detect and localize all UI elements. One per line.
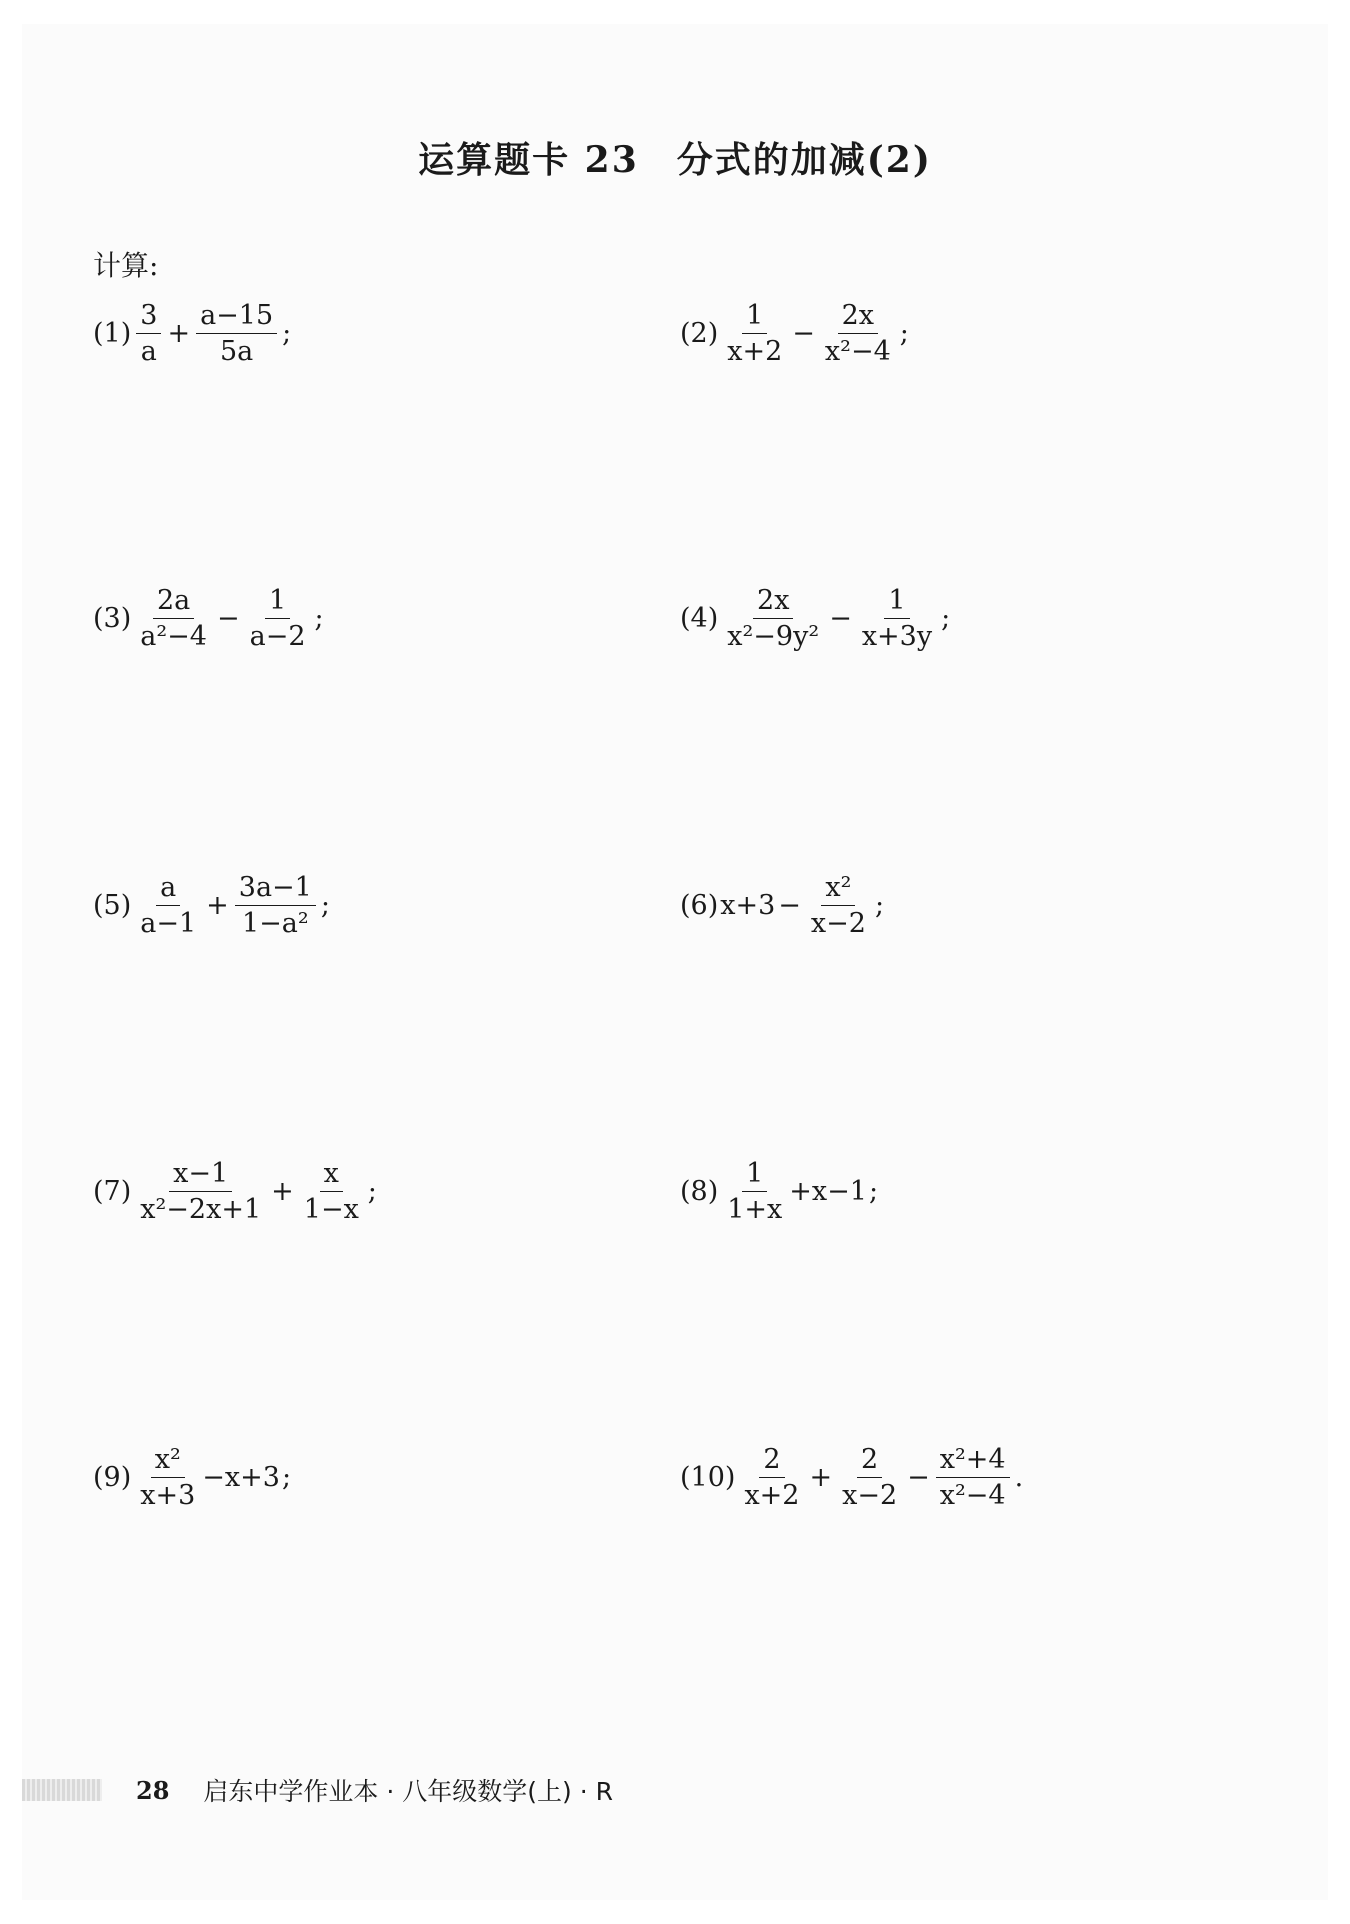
fraction: $\frac{2}{x-2}$	[842, 1444, 898, 1512]
expression-term: −x+3	[202, 1462, 280, 1494]
page-footer	[22, 1772, 613, 1808]
fraction: $\frac{2x}{\text{x²−9y²}}$	[727, 585, 820, 653]
operator: +	[167, 318, 191, 350]
fraction: $\frac{x}{1-x}$	[303, 1158, 359, 1226]
punctuation: ;	[899, 318, 909, 350]
problem-4	[680, 585, 950, 652]
fraction: $\frac{1}{x+3y}$	[861, 585, 933, 653]
fraction: $\frac{\text{x²}}{x-2}$	[810, 872, 866, 940]
problem-label: (4)	[680, 603, 719, 635]
operator: +	[809, 1462, 833, 1494]
book-title: 启东中学作业本 · 八年级数学(上) · R	[203, 1777, 613, 1806]
problem-7	[93, 1158, 377, 1225]
problem-1	[93, 300, 291, 367]
operator: +	[271, 1176, 294, 1208]
fraction: $\frac{2}{x+2}$	[744, 1444, 800, 1512]
punctuation: ;	[367, 1176, 377, 1208]
fraction: $\frac{1}{a-2}$	[249, 585, 306, 653]
page-number: 28	[136, 1775, 170, 1805]
problem-2	[680, 300, 909, 367]
instruction-text: 计算:	[93, 249, 159, 282]
fraction: $\frac{3a-1}{\text{1−a²}}$	[235, 872, 316, 939]
punctuation: ;	[874, 890, 885, 922]
operator: −	[907, 1462, 930, 1494]
problem-label: (5)	[93, 890, 132, 922]
fraction: $\frac{x-1}{\text{x²−2x+1}}$	[140, 1158, 262, 1226]
fraction: $\frac{\text{x²+4}}{\text{x²−4}}$	[936, 1444, 1010, 1511]
fraction: $\frac{1}{1+x}$	[727, 1158, 783, 1226]
problem-label: (6)	[680, 890, 719, 922]
fraction: $\frac{2x}{\text{x²−4}}$	[824, 300, 891, 368]
worksheet-title: 运算题卡 23 分式的加减(2)	[418, 139, 932, 181]
fraction: $\frac{3}{a}$	[136, 300, 161, 367]
fraction: $\frac{a}{a-1}$	[140, 872, 197, 940]
problem-label: (2)	[680, 318, 719, 350]
operator: −	[216, 603, 240, 635]
operator: −	[778, 890, 801, 922]
operator: −	[829, 603, 852, 635]
punctuation: ;	[282, 318, 292, 350]
problem-8	[680, 1158, 878, 1225]
punctuation: .	[1014, 1462, 1024, 1494]
expression-term: x+3	[720, 890, 776, 922]
punctuation: ;	[941, 603, 951, 635]
problem-9	[93, 1444, 291, 1511]
fraction: $\frac{\text{x²}}{x+3}$	[140, 1444, 196, 1512]
fraction: $\frac{1}{x+2}$	[727, 300, 783, 368]
problem-6	[680, 872, 884, 939]
operator: +	[206, 890, 229, 922]
operator: −	[792, 318, 815, 350]
punctuation: ;	[281, 1462, 292, 1494]
problem-label: (1)	[93, 318, 132, 350]
problem-10	[680, 1444, 1023, 1511]
problem-label: (3)	[93, 603, 132, 635]
problem-label: (7)	[93, 1176, 132, 1208]
problem-3	[93, 585, 324, 652]
problem-5	[93, 872, 330, 939]
punctuation: ;	[314, 603, 324, 635]
footer-decor-bar	[22, 1779, 102, 1801]
fraction: $\frac{a-15}{5a}$	[196, 300, 277, 367]
problem-label: (8)	[680, 1176, 719, 1208]
fraction: $\frac{2a}{\text{a²−4}}$	[140, 585, 207, 653]
expression-term: +x−1	[789, 1176, 867, 1208]
problem-label: (10)	[680, 1462, 736, 1494]
problem-label: (9)	[93, 1462, 132, 1494]
punctuation: ;	[868, 1176, 879, 1208]
punctuation: ;	[320, 890, 330, 922]
